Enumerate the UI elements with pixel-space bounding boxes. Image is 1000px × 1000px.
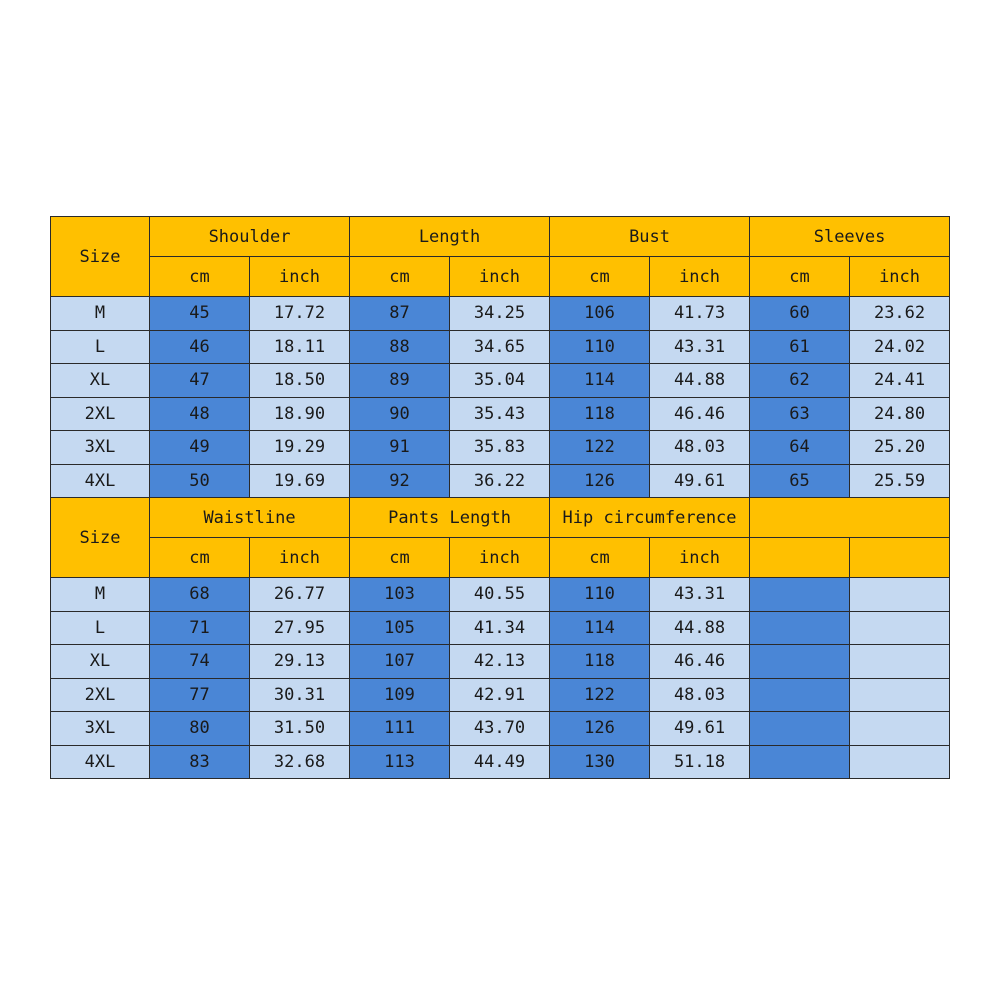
cm-value-cell: 77 [150, 678, 250, 712]
size-label-cell: L [51, 611, 150, 645]
unit-inch-header: inch [850, 257, 950, 297]
size-label-cell: 4XL [51, 745, 150, 779]
inch-value-cell: 26.77 [250, 578, 350, 612]
cm-value-cell [750, 611, 850, 645]
cm-value-cell: 83 [150, 745, 250, 779]
unit-cm-header: cm [150, 257, 250, 297]
cm-value-cell: 50 [150, 464, 250, 498]
cm-value-cell: 47 [150, 364, 250, 398]
inch-value-cell: 31.50 [250, 712, 350, 746]
inch-value-cell: 29.13 [250, 645, 350, 679]
cm-value-cell: 68 [150, 578, 250, 612]
inch-value-cell [850, 578, 950, 612]
table-row [51, 611, 950, 645]
cm-value-cell: 130 [550, 745, 650, 779]
cm-value-cell: 114 [550, 364, 650, 398]
top-unit-header-row [51, 257, 950, 297]
cm-value-cell: 113 [350, 745, 450, 779]
size-column-header: Size [51, 498, 150, 578]
table-row [51, 431, 950, 465]
cm-value-cell: 61 [750, 330, 850, 364]
inch-value-cell: 18.50 [250, 364, 350, 398]
inch-value-cell: 30.31 [250, 678, 350, 712]
cm-value-cell: 122 [550, 678, 650, 712]
unit-cm-header: cm [550, 257, 650, 297]
measure-header: Bust [550, 217, 750, 257]
inch-value-cell: 41.73 [650, 297, 750, 331]
unit-cm-header [750, 538, 850, 578]
cm-value-cell: 92 [350, 464, 450, 498]
measure-header: Sleeves [750, 217, 950, 257]
cm-value-cell: 88 [350, 330, 450, 364]
unit-inch-header: inch [450, 538, 550, 578]
cm-value-cell: 74 [150, 645, 250, 679]
cm-value-cell: 107 [350, 645, 450, 679]
inch-value-cell: 44.88 [650, 611, 750, 645]
cm-value-cell: 80 [150, 712, 250, 746]
inch-value-cell: 51.18 [650, 745, 750, 779]
inch-value-cell: 46.46 [650, 645, 750, 679]
inch-value-cell: 49.61 [650, 464, 750, 498]
size-label-cell: M [51, 297, 150, 331]
cm-value-cell: 118 [550, 645, 650, 679]
size-column-header: Size [51, 217, 150, 297]
top-measure-header-row [51, 217, 950, 257]
inch-value-cell: 18.90 [250, 397, 350, 431]
size-label-cell: L [51, 330, 150, 364]
table-row [51, 578, 950, 612]
size-label-cell: XL [51, 645, 150, 679]
size-label-cell: 3XL [51, 431, 150, 465]
cm-value-cell: 65 [750, 464, 850, 498]
size-label-cell: 2XL [51, 678, 150, 712]
unit-cm-header: cm [350, 257, 450, 297]
inch-value-cell: 36.22 [450, 464, 550, 498]
cm-value-cell: 110 [550, 578, 650, 612]
table-row [51, 745, 950, 779]
cm-value-cell: 63 [750, 397, 850, 431]
measure-header: Waistline [150, 498, 350, 538]
table-row [51, 712, 950, 746]
inch-value-cell: 24.80 [850, 397, 950, 431]
bottom-unit-header-row [51, 538, 950, 578]
unit-cm-header: cm [150, 538, 250, 578]
inch-value-cell: 48.03 [650, 431, 750, 465]
cm-value-cell: 106 [550, 297, 650, 331]
inch-value-cell: 44.49 [450, 745, 550, 779]
cm-value-cell: 103 [350, 578, 450, 612]
cm-value-cell: 109 [350, 678, 450, 712]
inch-value-cell: 49.61 [650, 712, 750, 746]
cm-value-cell: 89 [350, 364, 450, 398]
inch-value-cell: 32.68 [250, 745, 350, 779]
inch-value-cell: 41.34 [450, 611, 550, 645]
measure-header [750, 498, 950, 538]
inch-value-cell: 25.59 [850, 464, 950, 498]
measure-header: Hip circumference [550, 498, 750, 538]
inch-value-cell: 42.91 [450, 678, 550, 712]
table-row [51, 364, 950, 398]
unit-inch-header: inch [650, 257, 750, 297]
cm-value-cell [750, 578, 850, 612]
inch-value-cell: 40.55 [450, 578, 550, 612]
size-label-cell: 4XL [51, 464, 150, 498]
cm-value-cell [750, 712, 850, 746]
cm-value-cell [750, 745, 850, 779]
cm-value-cell: 90 [350, 397, 450, 431]
table-row [51, 645, 950, 679]
cm-value-cell: 91 [350, 431, 450, 465]
inch-value-cell: 44.88 [650, 364, 750, 398]
cm-value-cell [750, 678, 850, 712]
inch-value-cell [850, 678, 950, 712]
inch-value-cell: 17.72 [250, 297, 350, 331]
cm-value-cell: 111 [350, 712, 450, 746]
cm-value-cell: 114 [550, 611, 650, 645]
size-label-cell: M [51, 578, 150, 612]
cm-value-cell: 71 [150, 611, 250, 645]
unit-inch-header: inch [250, 538, 350, 578]
cm-value-cell [750, 645, 850, 679]
inch-value-cell: 43.70 [450, 712, 550, 746]
table-row [51, 397, 950, 431]
unit-cm-header: cm [350, 538, 450, 578]
inch-value-cell [850, 712, 950, 746]
inch-value-cell [850, 645, 950, 679]
inch-value-cell: 19.29 [250, 431, 350, 465]
cm-value-cell: 118 [550, 397, 650, 431]
unit-cm-header: cm [550, 538, 650, 578]
inch-value-cell: 46.46 [650, 397, 750, 431]
inch-value-cell: 24.02 [850, 330, 950, 364]
unit-inch-header: inch [450, 257, 550, 297]
inch-value-cell: 42.13 [450, 645, 550, 679]
unit-cm-header: cm [750, 257, 850, 297]
unit-inch-header [850, 538, 950, 578]
unit-inch-header: inch [650, 538, 750, 578]
cm-value-cell: 110 [550, 330, 650, 364]
inch-value-cell [850, 745, 950, 779]
inch-value-cell: 34.25 [450, 297, 550, 331]
inch-value-cell: 35.83 [450, 431, 550, 465]
inch-value-cell: 25.20 [850, 431, 950, 465]
inch-value-cell: 27.95 [250, 611, 350, 645]
cm-value-cell: 46 [150, 330, 250, 364]
inch-value-cell: 18.11 [250, 330, 350, 364]
cm-value-cell: 105 [350, 611, 450, 645]
inch-value-cell: 43.31 [650, 330, 750, 364]
inch-value-cell: 24.41 [850, 364, 950, 398]
inch-value-cell: 43.31 [650, 578, 750, 612]
cm-value-cell: 49 [150, 431, 250, 465]
table-row [51, 297, 950, 331]
inch-value-cell [850, 611, 950, 645]
measure-header: Pants Length [350, 498, 550, 538]
table-row [51, 678, 950, 712]
bottom-measure-header-row [51, 498, 950, 538]
cm-value-cell: 62 [750, 364, 850, 398]
inch-value-cell: 48.03 [650, 678, 750, 712]
measure-header: Shoulder [150, 217, 350, 257]
cm-value-cell: 48 [150, 397, 250, 431]
size-label-cell: 3XL [51, 712, 150, 746]
cm-value-cell: 60 [750, 297, 850, 331]
cm-value-cell: 45 [150, 297, 250, 331]
cm-value-cell: 122 [550, 431, 650, 465]
size-label-cell: 2XL [51, 397, 150, 431]
inch-value-cell: 19.69 [250, 464, 350, 498]
table-row [51, 330, 950, 364]
inch-value-cell: 23.62 [850, 297, 950, 331]
cm-value-cell: 64 [750, 431, 850, 465]
table-row [51, 464, 950, 498]
cm-value-cell: 126 [550, 712, 650, 746]
inch-value-cell: 34.65 [450, 330, 550, 364]
measure-header: Length [350, 217, 550, 257]
size-chart-table [50, 216, 950, 779]
inch-value-cell: 35.04 [450, 364, 550, 398]
cm-value-cell: 87 [350, 297, 450, 331]
inch-value-cell: 35.43 [450, 397, 550, 431]
size-label-cell: XL [51, 364, 150, 398]
unit-inch-header: inch [250, 257, 350, 297]
cm-value-cell: 126 [550, 464, 650, 498]
